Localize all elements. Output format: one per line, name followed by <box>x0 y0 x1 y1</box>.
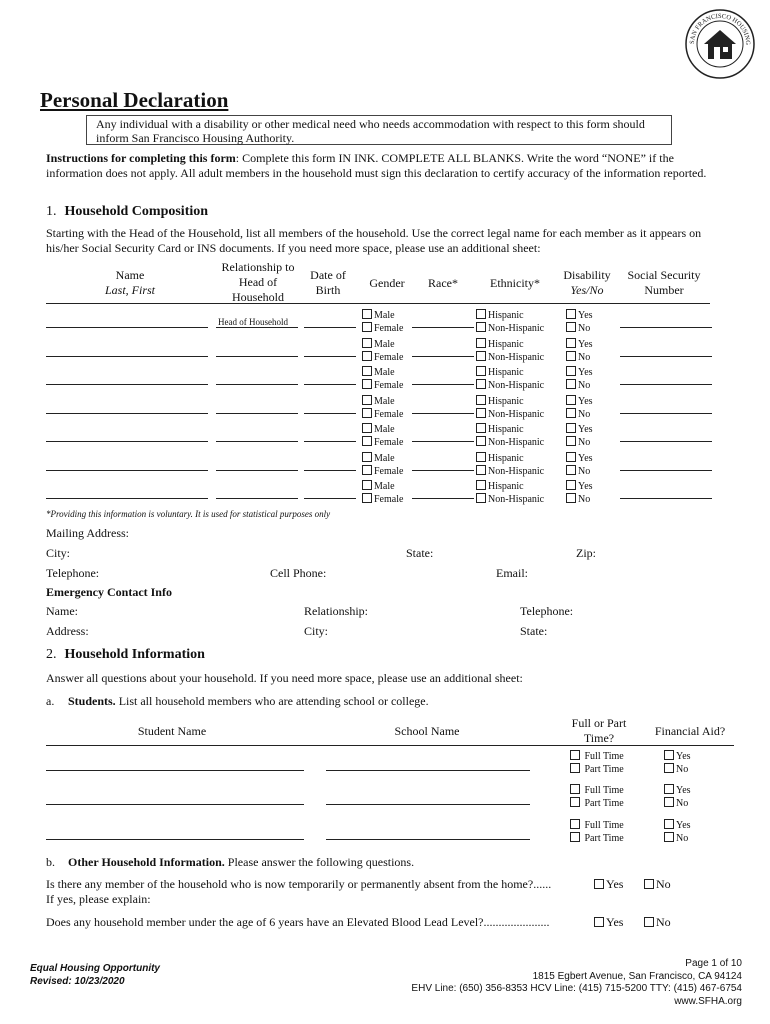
absent-explain-label: If yes, please explain: <box>46 892 151 906</box>
gender-options <box>362 338 403 364</box>
aid-yes-checkbox[interactable] <box>664 819 674 829</box>
hispanic-option[interactable]: Hispanic <box>476 366 544 379</box>
male-checkbox[interactable] <box>362 366 372 376</box>
housing-authority-seal-icon <box>684 8 756 80</box>
full-time-checkbox[interactable] <box>570 784 580 794</box>
lead-yes-checkbox[interactable] <box>594 917 604 927</box>
head-of-household-label: Head of Household <box>218 317 288 327</box>
header-ssn: Social Security Number <box>627 268 701 297</box>
female-option[interactable]: Female <box>362 322 403 335</box>
disability-yes-checkbox[interactable] <box>566 452 576 462</box>
male-option[interactable]: Male <box>362 395 403 408</box>
header-full-part-time: Full or Part Time? <box>571 716 627 745</box>
relationship-field[interactable] <box>216 384 298 385</box>
disability-options <box>566 338 593 364</box>
non-hispanic-checkbox[interactable] <box>476 408 486 418</box>
female-option[interactable]: Female <box>362 465 403 478</box>
non-hispanic-checkbox[interactable] <box>476 493 486 503</box>
race-field[interactable] <box>412 498 474 499</box>
race-field[interactable] <box>412 384 474 385</box>
male-checkbox[interactable] <box>362 338 372 348</box>
non-hispanic-checkbox[interactable] <box>476 322 486 332</box>
male-checkbox[interactable] <box>362 452 372 462</box>
non-hispanic-checkbox[interactable] <box>476 351 486 361</box>
race-field[interactable] <box>412 470 474 471</box>
disability-no-option[interactable]: No <box>566 436 593 449</box>
aid-no-checkbox[interactable] <box>664 763 674 773</box>
disability-no-checkbox[interactable] <box>566 436 576 446</box>
ssn-field[interactable] <box>620 413 712 414</box>
female-checkbox[interactable] <box>362 408 372 418</box>
disability-yes-checkbox[interactable] <box>566 338 576 348</box>
section-1-title: 1. Household Composition <box>46 204 209 219</box>
gender-options <box>362 309 403 335</box>
footer-address: 1815 Egbert Avenue, San Francisco, CA 94124 <box>532 970 742 982</box>
ethnicity-options <box>476 452 544 478</box>
member-name-field[interactable] <box>46 470 208 471</box>
ethnicity-options <box>476 480 544 506</box>
male-option[interactable]: Male <box>362 338 403 351</box>
full-time-checkbox[interactable] <box>570 750 580 760</box>
female-checkbox[interactable] <box>362 322 372 332</box>
financial-aid-options <box>664 819 691 845</box>
city-label: City: <box>46 546 71 560</box>
hispanic-checkbox[interactable] <box>476 338 486 348</box>
header-race: Race* <box>428 276 458 290</box>
relationship-field[interactable] <box>216 470 298 471</box>
header-ethnicity: Ethnicity* <box>490 276 540 290</box>
aid-yes-option[interactable]: Yes <box>664 784 691 797</box>
zip-label: Zip: <box>576 546 596 560</box>
member-name-field[interactable] <box>46 441 208 442</box>
ssn-field[interactable] <box>620 470 712 471</box>
member-name-field[interactable] <box>46 413 208 414</box>
disability-yes-checkbox[interactable] <box>566 309 576 319</box>
disability-yes-checkbox[interactable] <box>566 395 576 405</box>
relationship-field[interactable] <box>216 413 298 414</box>
dob-field[interactable] <box>304 470 356 471</box>
disability-yes-option[interactable]: Yes <box>566 309 593 322</box>
hispanic-checkbox[interactable] <box>476 423 486 433</box>
hispanic-option[interactable]: Hispanic <box>476 309 544 322</box>
female-checkbox[interactable] <box>362 351 372 361</box>
section-2-intro: Answer all questions about your household. If you need more space, please use an additional sheet: <box>46 671 523 685</box>
header-rule <box>46 303 710 304</box>
female-option[interactable]: Female <box>362 493 403 506</box>
page-number: Page 1 of 10 <box>685 958 742 969</box>
gender-options <box>362 395 403 421</box>
instructions-label: Instructions for completing this form <box>46 151 236 165</box>
full-part-options <box>570 784 624 810</box>
mailing-address-label: Mailing Address: <box>46 526 129 540</box>
disability-options <box>566 452 593 478</box>
relationship-field[interactable] <box>216 356 298 357</box>
aid-no-option[interactable]: No <box>664 797 691 810</box>
male-checkbox[interactable] <box>362 423 372 433</box>
non-hispanic-checkbox[interactable] <box>476 379 486 389</box>
voluntary-footnote: *Providing this information is voluntary. It is used for statistical purposes only <box>46 509 331 519</box>
gender-options <box>362 452 403 478</box>
financial-aid-options <box>664 784 691 810</box>
school-name-field[interactable] <box>326 770 530 771</box>
emergency-contact-title: Emergency Contact Info <box>46 585 172 599</box>
female-checkbox[interactable] <box>362 493 372 503</box>
disability-no-checkbox[interactable] <box>566 465 576 475</box>
aid-no-checkbox[interactable] <box>664 832 674 842</box>
section-1-intro: Starting with the Head of the Household, list all members of the household. Use the correct legal name for each member as it appears on his/her Social Security Card or INS documents. If you need more space, please use an additional sheet: <box>46 226 702 255</box>
ethnicity-options <box>476 309 544 335</box>
emergency-name-label: Name: <box>46 604 78 618</box>
male-checkbox[interactable] <box>362 480 372 490</box>
hispanic-checkbox[interactable] <box>476 309 486 319</box>
page-title: Personal Declaration <box>40 88 229 112</box>
member-name-field[interactable] <box>46 356 208 357</box>
non-hispanic-option[interactable]: Non-Hispanic <box>476 436 544 449</box>
ssn-field[interactable] <box>620 327 712 328</box>
aid-yes-checkbox[interactable] <box>664 750 674 760</box>
hispanic-option[interactable]: Hispanic <box>476 395 544 408</box>
ssn-field[interactable] <box>620 441 712 442</box>
emergency-relationship-label: Relationship: <box>304 604 368 618</box>
disability-no-option[interactable]: No <box>566 322 593 335</box>
absent-no-option[interactable]: No <box>644 877 671 892</box>
disability-no-option[interactable]: No <box>566 493 593 506</box>
disability-no-checkbox[interactable] <box>566 351 576 361</box>
footer-website: www.SFHA.org <box>674 995 742 1007</box>
lead-yes-option[interactable]: Yes <box>594 915 623 930</box>
full-time-option[interactable]: Full Time <box>570 784 624 797</box>
disability-options <box>566 309 593 335</box>
disability-yes-option[interactable]: Yes <box>566 452 593 465</box>
disability-no-checkbox[interactable] <box>566 408 576 418</box>
hispanic-option[interactable]: Hispanic <box>476 338 544 351</box>
aid-no-option[interactable]: No <box>664 832 691 845</box>
header-student-name: Student Name <box>137 724 207 738</box>
aid-yes-option[interactable]: Yes <box>664 819 691 832</box>
female-option[interactable]: Female <box>362 379 403 392</box>
footer-right <box>411 958 742 1008</box>
revised-date: Revised: 10/23/2020 <box>30 976 125 987</box>
member-name-field[interactable] <box>46 498 208 499</box>
full-part-options <box>570 750 624 776</box>
student-name-field[interactable] <box>46 770 304 771</box>
relationship-field[interactable] <box>216 441 298 442</box>
cell-phone-label: Cell Phone: <box>270 566 327 580</box>
non-hispanic-option[interactable]: Non-Hispanic <box>476 322 544 335</box>
male-option[interactable]: Male <box>362 309 403 322</box>
non-hispanic-option[interactable]: Non-Hispanic <box>476 379 544 392</box>
dob-field[interactable] <box>304 356 356 357</box>
disability-no-checkbox[interactable] <box>566 379 576 389</box>
hispanic-option[interactable]: Hispanic <box>476 452 544 465</box>
female-checkbox[interactable] <box>362 379 372 389</box>
full-part-options <box>570 819 624 845</box>
disability-no-checkbox[interactable] <box>566 493 576 503</box>
member-name-field[interactable] <box>46 384 208 385</box>
disability-yes-option[interactable]: Yes <box>566 366 593 379</box>
instructions <box>46 151 710 181</box>
part-time-option[interactable]: Part Time <box>570 797 624 810</box>
male-checkbox[interactable] <box>362 309 372 319</box>
disability-yes-option[interactable]: Yes <box>566 338 593 351</box>
disability-yes-option[interactable]: Yes <box>566 480 593 493</box>
female-option[interactable]: Female <box>362 408 403 421</box>
ssn-field[interactable] <box>620 356 712 357</box>
hispanic-checkbox[interactable] <box>476 452 486 462</box>
emergency-city-label: City: <box>304 624 329 638</box>
ethnicity-options <box>476 366 544 392</box>
disability-no-option[interactable]: No <box>566 379 593 392</box>
instructions-text: : Complete this form IN INK. COMPLETE ALL BLANKS. Write the word “NONE” if the information does not apply. All adult members in the household must sign this declaration to certify accuracy of the information reported. <box>46 151 707 180</box>
non-hispanic-checkbox[interactable] <box>476 465 486 475</box>
disability-yes-option[interactable]: Yes <box>566 395 593 408</box>
disability-no-option[interactable]: No <box>566 351 593 364</box>
aid-yes-checkbox[interactable] <box>664 784 674 794</box>
ssn-field[interactable] <box>620 384 712 385</box>
part-time-checkbox[interactable] <box>570 832 580 842</box>
male-option[interactable]: Male <box>362 452 403 465</box>
emergency-state-label: State: <box>520 624 548 638</box>
full-time-checkbox[interactable] <box>570 819 580 829</box>
male-option[interactable]: Male <box>362 480 403 493</box>
disability-options <box>566 480 593 506</box>
ethnicity-options <box>476 338 544 364</box>
header-disability: Disability Yes/No <box>563 268 611 297</box>
female-option[interactable]: Female <box>362 351 403 364</box>
disability-options <box>566 395 593 421</box>
header-school-name: School Name <box>394 724 460 738</box>
disability-options <box>566 423 593 449</box>
header-name: Name Last, First <box>104 268 155 297</box>
school-name-field[interactable] <box>326 804 530 805</box>
disability-yes-checkbox[interactable] <box>566 423 576 433</box>
section-2-title: 2. Household Information <box>46 647 205 662</box>
email-label: Email: <box>496 566 528 580</box>
financial-aid-options <box>664 750 691 776</box>
disability-yes-checkbox[interactable] <box>566 480 576 490</box>
female-checkbox[interactable] <box>362 465 372 475</box>
aid-yes-option[interactable]: Yes <box>664 750 691 763</box>
student-name-field[interactable] <box>46 804 304 805</box>
emergency-address-label: Address: <box>46 624 89 638</box>
hispanic-checkbox[interactable] <box>476 395 486 405</box>
accommodation-notice: Any individual with a disability or other medical need who needs accommodation with respect to this form should inform San Francisco Housing Authority. <box>86 115 672 145</box>
non-hispanic-option[interactable]: Non-Hispanic <box>476 493 544 506</box>
header-dob: Date of Birth <box>310 268 346 297</box>
disability-yes-checkbox[interactable] <box>566 366 576 376</box>
hispanic-option[interactable]: Hispanic <box>476 480 544 493</box>
aid-no-checkbox[interactable] <box>664 797 674 807</box>
non-hispanic-option[interactable]: Non-Hispanic <box>476 465 544 478</box>
lead-no-option[interactable]: No <box>644 915 671 930</box>
race-field[interactable] <box>412 327 474 328</box>
absent-member-question: Is there any member of the household who is now temporarily or permanently absent from the home?...... <box>46 877 552 891</box>
lead-level-question: Does any household member under the age of 6 years have an Elevated Blood Lead Level?...................... <box>46 915 550 929</box>
non-hispanic-checkbox[interactable] <box>476 436 486 446</box>
dob-field[interactable] <box>304 441 356 442</box>
disability-no-option[interactable]: No <box>566 465 593 478</box>
absent-no-checkbox[interactable] <box>644 879 654 889</box>
lead-no-checkbox[interactable] <box>644 917 654 927</box>
student-name-field[interactable] <box>46 839 304 840</box>
race-field[interactable] <box>412 441 474 442</box>
gender-options <box>362 366 403 392</box>
header-financial-aid: Financial Aid? <box>654 724 726 738</box>
students-subsection: a. Students. List all household members who are attending school or college. <box>46 694 429 708</box>
equal-housing-text: Equal Housing Opportunity <box>30 963 160 974</box>
full-time-option[interactable]: Full Time <box>570 819 624 832</box>
full-time-option[interactable]: Full Time <box>570 750 624 763</box>
footer-phone-lines: EHV Line: (650) 356-8353 HCV Line: (415) 715-5200 TTY: (415) 467-6754 <box>411 983 742 994</box>
disability-no-option[interactable]: No <box>566 408 593 421</box>
disability-no-checkbox[interactable] <box>566 322 576 332</box>
gender-options <box>362 423 403 449</box>
state-label: State: <box>406 546 434 560</box>
gender-options <box>362 480 403 506</box>
absent-yes-option[interactable]: Yes <box>594 877 623 892</box>
telephone-label: Telephone: <box>46 566 100 580</box>
male-checkbox[interactable] <box>362 395 372 405</box>
header-gender: Gender <box>369 276 405 290</box>
ethnicity-options <box>476 395 544 421</box>
female-checkbox[interactable] <box>362 436 372 446</box>
male-option[interactable]: Male <box>362 423 403 436</box>
race-field[interactable] <box>412 356 474 357</box>
absent-yes-checkbox[interactable] <box>594 879 604 889</box>
relationship-field[interactable] <box>216 327 298 328</box>
part-time-checkbox[interactable] <box>570 797 580 807</box>
dob-field[interactable] <box>304 413 356 414</box>
ssn-field[interactable] <box>620 498 712 499</box>
non-hispanic-option[interactable]: Non-Hispanic <box>476 408 544 421</box>
hispanic-checkbox[interactable] <box>476 480 486 490</box>
part-time-checkbox[interactable] <box>570 763 580 773</box>
disability-options <box>566 366 593 392</box>
hispanic-checkbox[interactable] <box>476 366 486 376</box>
footer-left <box>30 962 160 988</box>
students-header-rule <box>46 745 734 746</box>
emergency-telephone-label: Telephone: <box>520 604 574 618</box>
female-option[interactable]: Female <box>362 436 403 449</box>
ethnicity-options <box>476 423 544 449</box>
dob-field[interactable] <box>304 384 356 385</box>
part-time-option[interactable]: Part Time <box>570 763 624 776</box>
part-time-option[interactable]: Part Time <box>570 832 624 845</box>
race-field[interactable] <box>412 413 474 414</box>
aid-no-option[interactable]: No <box>664 763 691 776</box>
male-option[interactable]: Male <box>362 366 403 379</box>
non-hispanic-option[interactable]: Non-Hispanic <box>476 351 544 364</box>
member-name-field[interactable] <box>46 327 208 328</box>
disability-yes-option[interactable]: Yes <box>566 423 593 436</box>
logo-text: SAN FRANCISCO HOUSING <box>688 12 752 46</box>
relationship-field[interactable] <box>216 498 298 499</box>
school-name-field[interactable] <box>326 839 530 840</box>
dob-field[interactable] <box>304 498 356 499</box>
dob-field[interactable] <box>304 327 356 328</box>
header-relationship: Relationship to Head of Household <box>221 260 295 304</box>
hispanic-option[interactable]: Hispanic <box>476 423 544 436</box>
other-info-subsection: b. Other Household Information. Please answer the following questions. <box>46 855 415 869</box>
